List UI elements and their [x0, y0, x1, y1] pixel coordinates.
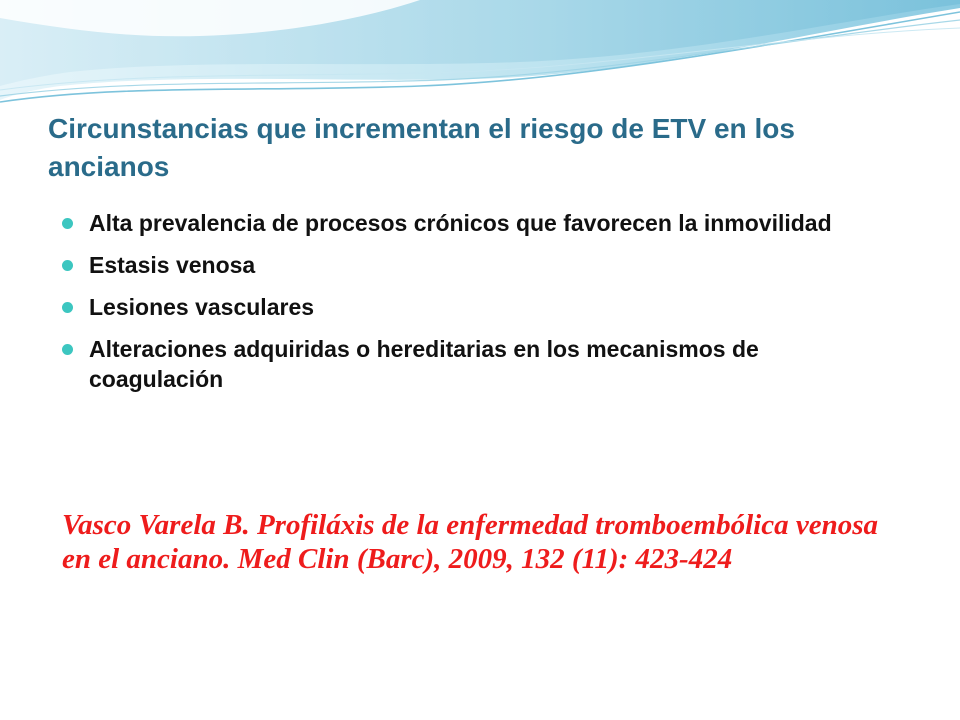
bullet-text: Lesiones vasculares [89, 294, 315, 320]
bullet-item [62, 292, 892, 322]
bullet-item [62, 334, 892, 394]
bullet-list [62, 208, 892, 406]
bullet-text: Alta prevalencia de procesos crónicos que favorecen la inmovilidad [89, 210, 832, 236]
bullet-text: Estasis venosa [89, 252, 256, 278]
slide-title: Circunstancias que incrementan el riesgo de ETV en los ancianos [48, 113, 795, 182]
bullet-item [62, 208, 892, 238]
bullet-dot-icon [62, 344, 73, 355]
bullet-text: Alteraciones adquiridas o hereditarias en los mecanismos de coagulación [89, 336, 759, 392]
bullet-dot-icon [62, 260, 73, 271]
citation-reference: Vasco Varela B. Profiláxis de la enfermedad tromboembólica venosa en el anciano. Med Clin (Barc), 2009, 132 (11): 423-424 [62, 509, 878, 575]
decorative-wave-header [0, 0, 960, 120]
bullet-dot-icon [62, 302, 73, 313]
bullet-dot-icon [62, 218, 73, 229]
bullet-item [62, 250, 892, 280]
